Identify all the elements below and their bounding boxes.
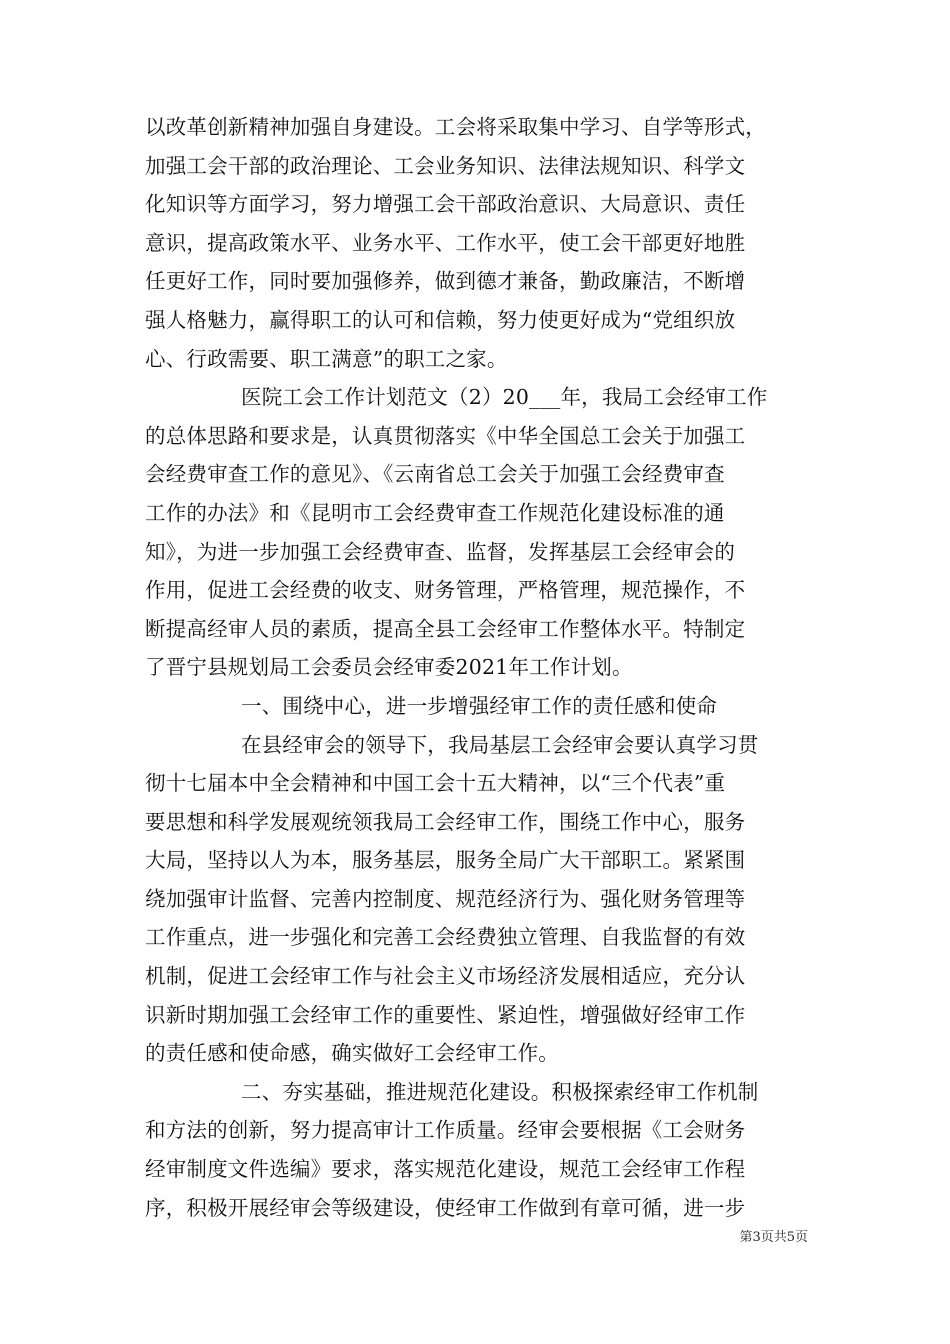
section-heading-2: 二、夯实基础，推进规范化建设。积极探索经审工作机制 — [241, 1079, 759, 1104]
text-line-25: 的责任感和使命感，确实做好工会经审工作。 — [145, 1041, 559, 1066]
text-line-4: 意识，提高政策水平、业务水平、工作水平，使工会干部更好地胜 — [145, 230, 746, 255]
text-line-14: 断提高经审人员的素质，提高全县工会经审工作整体水平。特制定 — [145, 616, 746, 641]
text-line-9: 的总体思路和要求是，认真贯彻落实《中华全国总工会关于加强工 — [145, 423, 746, 448]
text-line-10: 会经费审查工作的意见》、《云南省总工会关于加强工会经费审查 — [145, 462, 725, 487]
text-line-5: 任更好工作，同时要加强修养，做到德才兼备，勤政廉洁，不断增 — [145, 269, 746, 294]
document-body — [145, 108, 815, 1227]
text-line-28: 经审制度文件选编》要求，落实规范化建设，规范工会经审工作程 — [145, 1157, 746, 1182]
text-line-20: 大局，坚持以人为本，服务基层，服务全局广大干部职工。紧紧围 — [145, 848, 746, 873]
text-line-8: 医院工会工作计划范文（2）20___年，我局工会经审工作 — [241, 385, 768, 410]
text-line-24: 识新时期加强工会经审工作的重要性、紧迫性，增强做好经审工作 — [145, 1002, 746, 1027]
text-line-17: 在县经审会的领导下，我局基层工会经审会要认真学习贯 — [241, 732, 759, 757]
text-line-7: 心、行政需要、职工满意”的职工之家。 — [145, 346, 508, 371]
text-line-21: 绕加强审计监督、完善内控制度、规范经济行为、强化财务管理等 — [145, 886, 746, 911]
page-number: 第3页共5页 — [739, 1230, 808, 1245]
text-line-11: 工作的办法》和《昆明市工会经费审查工作规范化建设标准的通 — [145, 500, 725, 525]
text-line-29: 序，积极开展经审会等级建设，使经审工作做到有章可循，进一步 — [145, 1195, 746, 1220]
text-line-6: 强人格魅力，赢得职工的认可和信赖，努力使更好成为“党组织放 — [145, 307, 736, 332]
text-line-19: 要思想和科学发展观统领我局工会经审工作，围绕工作中心，服务 — [145, 809, 746, 834]
text-line-18: 彻十七届本中全会精神和中国工会十五大精神，以“三个代表”重 — [145, 771, 726, 796]
text-line-22: 工作重点，进一步强化和完善工会经费独立管理、自我监督的有效 — [145, 925, 746, 950]
section-heading-1: 一、围绕中心，进一步增强经审工作的责任感和使命 — [241, 693, 718, 718]
text-line-23: 机制，促进工会经审工作与社会主义市场经济发展相适应，充分认 — [145, 964, 746, 989]
text-line-2: 加强工会干部的政治理论、工会业务知识、法律法规知识、科学文 — [145, 153, 746, 178]
text-line-13: 作用，促进工会经费的收支、财务管理，严格管理，规范操作，不 — [145, 578, 746, 603]
text-line-1: 以改革创新精神加强自身建设。工会将采取集中学习、自学等形式， — [145, 115, 766, 139]
text-line-12: 知》，为进一步加强工会经费审查、监督，发挥基层工会经审会的 — [145, 539, 736, 564]
text-line-27: 和方法的创新，努力提高审计工作质量。经审会要根据《工会财务 — [145, 1118, 746, 1143]
text-line-15: 了晋宁县规划局工会委员会经审委2021年工作计划。 — [145, 655, 633, 680]
text-line-3: 化知识等方面学习，努力增强工会干部政治意识、大局意识、责任 — [145, 192, 746, 217]
